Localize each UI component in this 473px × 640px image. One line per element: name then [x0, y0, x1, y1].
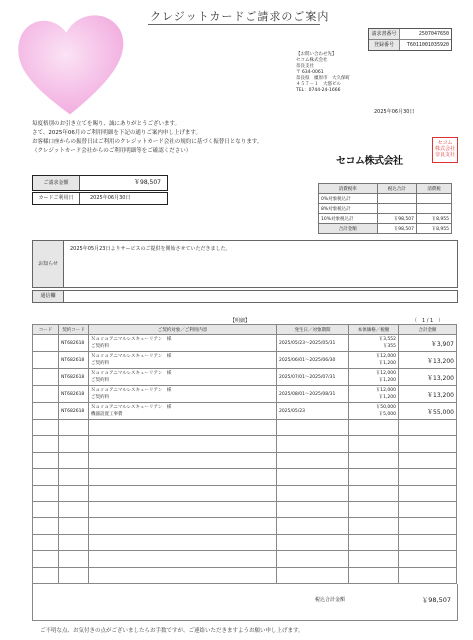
heart-sticker-icon	[10, 4, 130, 124]
detail-contract-code: NT682618	[59, 369, 89, 386]
page-number: （ 1 / 1 ）	[412, 318, 444, 324]
address-line: 【お問い合わせ先】	[296, 52, 337, 57]
grand-total-label: 税込合計金額	[315, 597, 346, 603]
billing-label: ご請求金額	[33, 176, 80, 190]
remarks-box	[32, 290, 458, 303]
issue-date: 2025年06月30日	[374, 109, 415, 115]
address-line: 奈良支社	[296, 64, 314, 69]
tax-row: 10%対象税込計 ￥98,507 ￥8,955	[319, 214, 452, 224]
invoice-info-table	[368, 28, 452, 51]
info-label: 請求書番号	[369, 29, 400, 39]
greeting-text	[32, 120, 262, 156]
detail-row	[33, 403, 457, 420]
empty-detail-row	[33, 551, 457, 567]
invoice-number-row	[369, 29, 451, 40]
usage-date-value: 2025年06月30日	[90, 195, 131, 201]
detail-code	[33, 335, 59, 352]
detail-total: ￥13,200	[399, 352, 457, 369]
tax-row: 8%対象税込計	[319, 204, 452, 214]
detail-row	[33, 352, 457, 369]
detail-price-tax: ￥50,000 ￥5,000	[349, 403, 399, 420]
detail-total: ￥13,200	[399, 369, 457, 386]
grand-total-row	[32, 584, 458, 621]
detail-row	[33, 369, 457, 386]
greeting-line: お客様口座からの振替日はご利用のクレジットカード会社の規約に基づく振替日となります。	[32, 139, 263, 145]
address-line: ４５７－１ 大悠ビル	[296, 82, 341, 87]
details-heading: 【明細】	[230, 318, 251, 324]
detail-contract-code: NT682618	[59, 403, 89, 420]
detail-price-tax: ￥3,552 ￥355	[349, 335, 399, 352]
address-line: 〒 634-0061	[296, 70, 324, 75]
grand-total-value: ￥98,507	[421, 596, 451, 604]
detail-row	[33, 335, 457, 352]
detail-period: 2025/07/01～2025/07/31	[277, 369, 349, 386]
info-label: 登録番号	[369, 40, 400, 50]
address-line: TEL：0744-24-1666	[296, 88, 341, 93]
details-header-row: コード 契約コード ご契約対象／ご利用内容 発生日／対象期間 本体価格／税額 合計金額	[33, 325, 457, 335]
empty-detail-row	[33, 436, 457, 452]
detail-total: ￥55,000	[399, 403, 457, 420]
empty-detail-row	[33, 501, 457, 517]
info-value: 2507047650	[418, 31, 449, 37]
detail-contract-code: NT682618	[59, 335, 89, 352]
detail-total: ￥13,200	[399, 386, 457, 403]
detail-item: Ｎａｒａアニマルレスキューリアン 様 機器設置工事費	[89, 403, 277, 420]
notice-label: お知らせ	[33, 241, 64, 287]
remarks-label: 通信欄	[33, 291, 64, 302]
detail-item: Ｎａｒａアニマルレスキューリアン 様 ご契約料	[89, 352, 277, 369]
detail-period: 2025/05/23～2025/05/31	[277, 335, 349, 352]
page-title: クレジットカードご請求のご案内	[150, 10, 330, 23]
contact-address	[296, 52, 350, 94]
empty-detail-row	[33, 485, 457, 501]
detail-period: 2025/05/23	[277, 403, 349, 420]
empty-detail-row	[33, 518, 457, 534]
greeting-line: 毎度格別のお引き立てを賜り、誠にありがとうございます。	[32, 121, 181, 127]
info-value: T6011001035920	[406, 42, 449, 48]
address-line: 奈良県 橿原市 大久保町	[296, 76, 350, 81]
detail-price-tax: ￥12,000 ￥1,200	[349, 369, 399, 386]
detail-period: 2025/08/01～2025/08/31	[277, 386, 349, 403]
detail-row	[33, 386, 457, 403]
detail-code	[33, 369, 59, 386]
detail-price-tax: ￥12,000 ￥1,200	[349, 352, 399, 369]
tax-row: 0%対象税込計	[319, 194, 452, 204]
detail-total: ￥3,907	[399, 335, 457, 352]
notice-box	[32, 240, 458, 288]
address-line: セコム株式会社	[296, 58, 328, 63]
greeting-line: さて、2025年06月のご利用明細を下記の通りご案内申し上げます。	[32, 130, 201, 136]
company-seal-stamp: セコム 株式会社 奈良支社	[432, 137, 458, 163]
empty-detail-row	[33, 469, 457, 485]
detail-item: Ｎａｒａアニマルレスキューリアン 様 ご契約料	[89, 369, 277, 386]
tax-header-row: 消費税率 税込合計 消費税	[319, 184, 452, 194]
tax-summary-table	[318, 183, 452, 234]
billing-value: ￥98,507	[134, 179, 161, 186]
empty-detail-row	[33, 420, 457, 436]
notice-text: 2025年05月23日よりサービスのご提供を開始させていただきました。	[70, 246, 231, 252]
details-table	[32, 324, 457, 584]
registration-number-row	[369, 40, 451, 50]
detail-contract-code: NT682618	[59, 386, 89, 403]
greeting-line: （クレジットカード会社からのご利用明細等をご確認ください）	[32, 148, 192, 154]
title-underline	[148, 24, 320, 25]
detail-price-tax: ￥12,000 ￥1,200	[349, 386, 399, 403]
detail-period: 2025/06/01～2025/06/30	[277, 352, 349, 369]
detail-code	[33, 352, 59, 369]
detail-contract-code: NT682618	[59, 352, 89, 369]
detail-code	[33, 403, 59, 420]
usage-date-label: カードご利用日	[33, 193, 80, 204]
detail-item: Ｎａｒａアニマルレスキューリアン 様 ご契約料	[89, 335, 277, 352]
empty-detail-row	[33, 567, 457, 583]
company-logo: セコム株式会社	[336, 156, 403, 167]
empty-detail-row	[33, 534, 457, 550]
billing-amount-box	[32, 175, 168, 191]
usage-date-box	[32, 192, 168, 205]
tax-total-row: 合計金額 ￥98,507 ￥8,955	[319, 224, 452, 234]
detail-item: Ｎａｒａアニマルレスキューリアン 様 ご契約料	[89, 386, 277, 403]
empty-detail-row	[33, 452, 457, 468]
detail-code	[33, 386, 59, 403]
footer-note: ご不明な点、お気付きの点がございましたらお手数ですが、ご連絡いただきますようお願い申し上げます。	[40, 628, 304, 634]
